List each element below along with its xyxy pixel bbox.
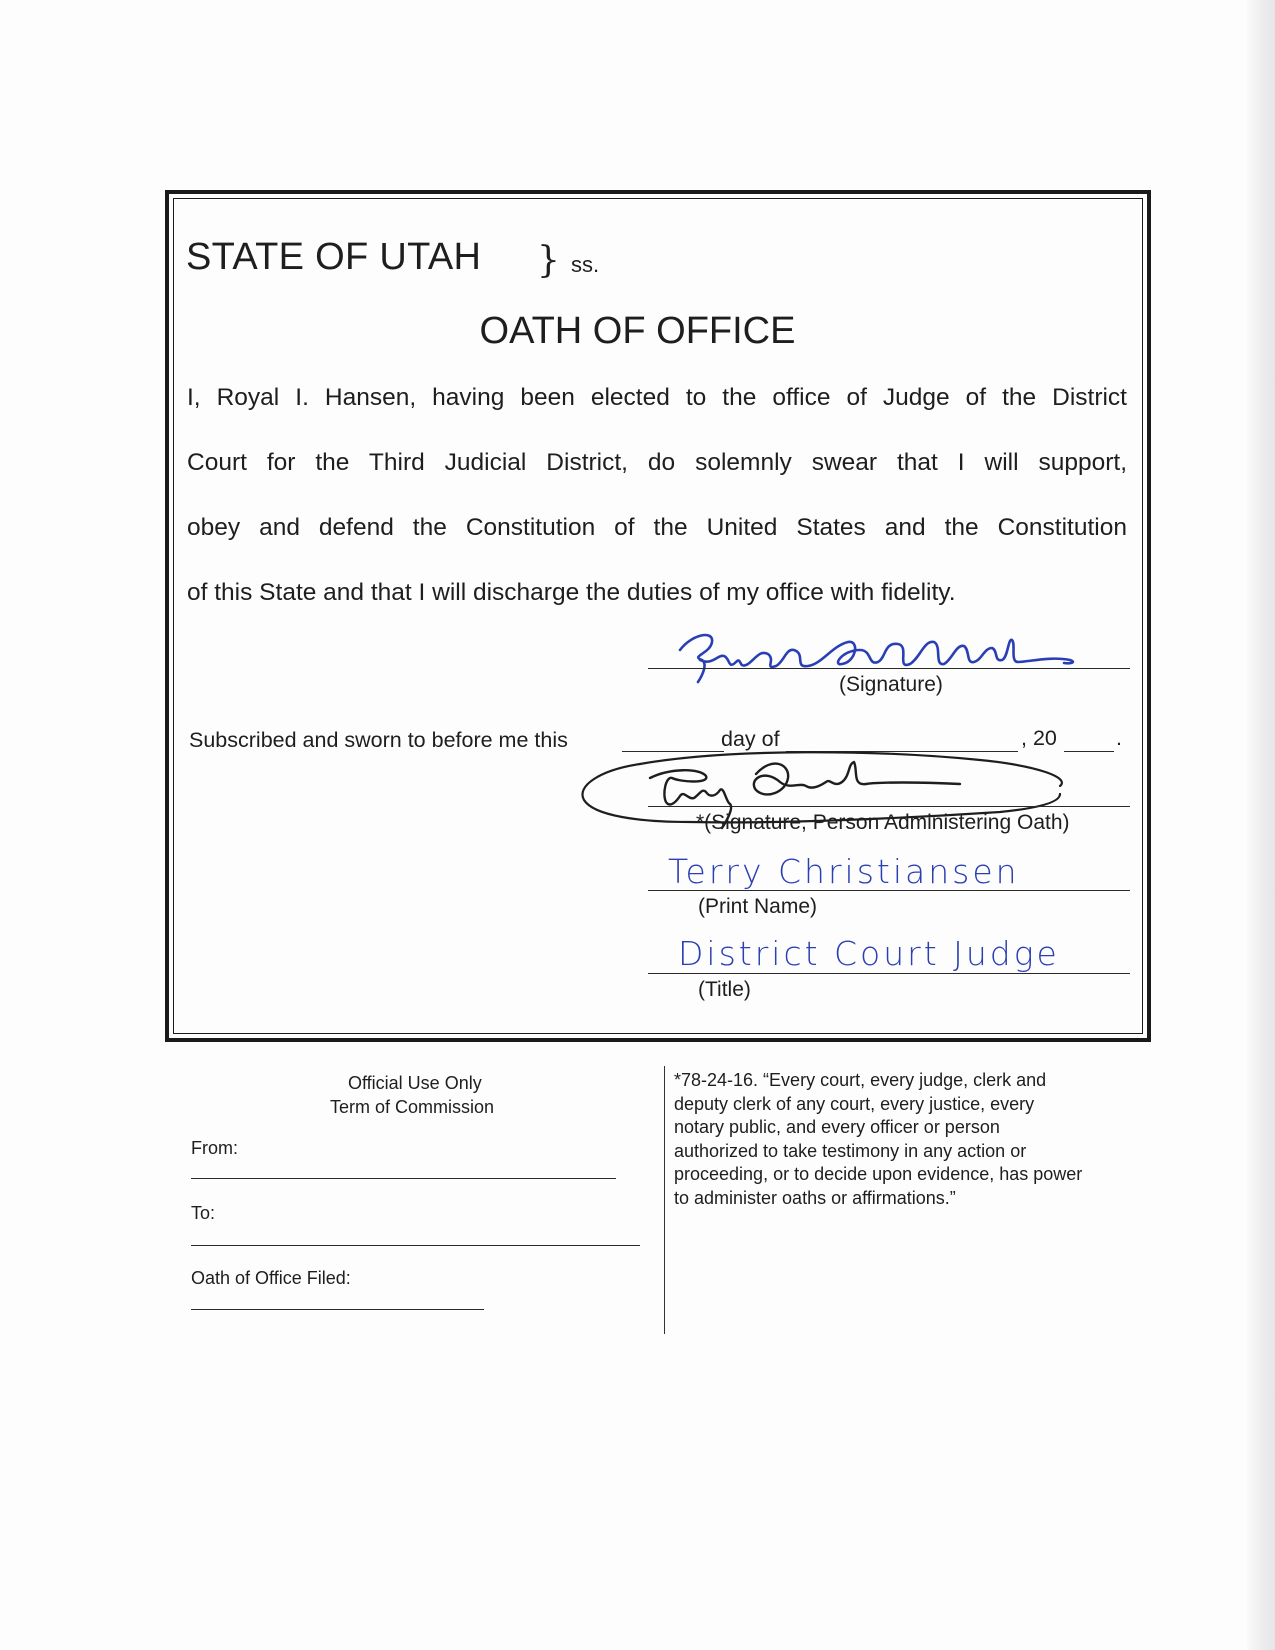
period: . (1116, 726, 1122, 750)
title-caption: (Title) (698, 978, 751, 1001)
year-prefix: , 20 (1021, 726, 1057, 750)
print-name-caption: (Print Name) (698, 895, 818, 918)
statute-quote (674, 1069, 1134, 1210)
signature-line (648, 668, 1130, 669)
statute-line-1: *78-24-16. “Every court, every judge, clerk and (674, 1070, 1047, 1090)
oath-line-2: Court for the Third Judicial District, do solemnly swear that I will support, (187, 449, 1127, 476)
oath-line-1: I, Royal I. Hansen, having been elected to the office of Judge of the District (187, 384, 1127, 411)
to-label: To: (191, 1203, 216, 1223)
oath-line-4: of this State and that I will discharge the duties of my office with fidelity. (187, 579, 956, 606)
signature-caption: (Signature) (839, 673, 943, 696)
title-line (648, 973, 1130, 974)
official-use-heading: Official Use Only (348, 1073, 482, 1093)
oath-filed-line (191, 1309, 484, 1310)
statute-line-3: notary public, and every officer or person (674, 1117, 1000, 1137)
print-name-value: Terry Christiansen (668, 852, 1020, 891)
oath-filed-label: Oath of Office Filed: (191, 1268, 351, 1288)
administrator-signature-line (648, 806, 1130, 807)
subscribed-text: Subscribed and sworn to before me this (189, 728, 568, 752)
statute-line-2: deputy clerk of any court, every justice, every (674, 1093, 1035, 1114)
from-line (191, 1178, 616, 1179)
ss-label: ss. (571, 252, 600, 277)
scan-edge-shading (1247, 0, 1275, 1650)
section-divider (664, 1066, 665, 1334)
state-heading: STATE OF UTAH (186, 236, 482, 278)
to-line (191, 1245, 640, 1246)
day-of-text: day of (721, 727, 780, 751)
administrator-caption: *(Signature, Person Administering Oath) (696, 811, 1070, 834)
from-label: From: (191, 1138, 238, 1158)
oath-line-3: obey and defend the Constitution of the United States and the Constitution (187, 514, 1127, 541)
ss-brace: } (537, 240, 560, 281)
statute-line-6: to administer oaths or affirmations.” (674, 1187, 956, 1208)
term-of-commission-heading: Term of Commission (330, 1097, 495, 1117)
statute-line-4: authorized to take testimony in any action or (674, 1140, 1027, 1161)
document-title: OATH OF OFFICE (479, 310, 796, 352)
title-value: District Court Judge (678, 934, 1060, 973)
print-name-line (648, 890, 1130, 891)
statute-line-5: proceeding, or to decide upon evidence, has power (674, 1164, 1083, 1184)
